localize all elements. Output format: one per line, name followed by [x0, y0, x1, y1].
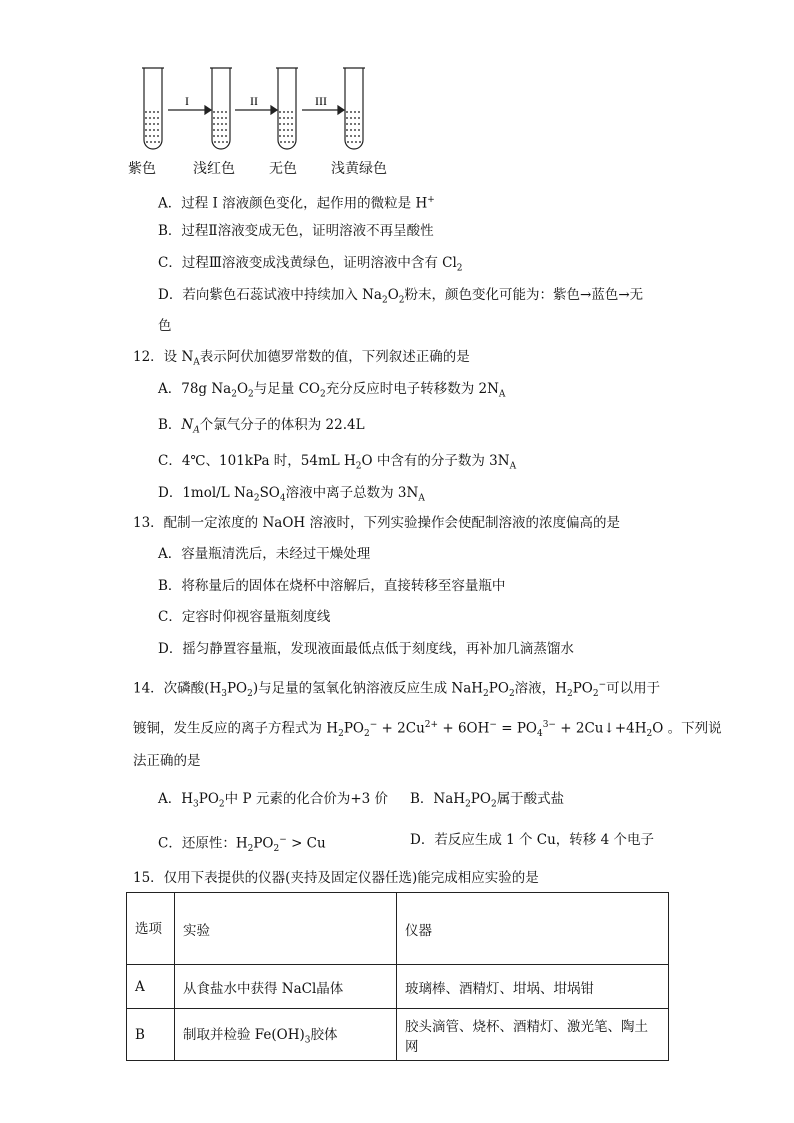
q15-table: [126, 892, 669, 1061]
q13-option-a: A．容量瓶清洗后，未经过干燥处理: [158, 546, 371, 562]
arrow-2-label: II: [250, 94, 258, 108]
tube-1: [142, 68, 164, 149]
q11-option-c: C．过程Ⅲ溶液变成浅黄绿色，证明溶液中含有 $Cl_2$: [158, 255, 463, 274]
tube-2: [210, 68, 232, 149]
tube-label-3: 无色: [269, 161, 297, 177]
q14-stem-line1: 14．次磷酸$(H_3PO_2)$与足量的氢氧化钠溶液反应生成 $NaH_2PO_2$溶液，$H_2PO_2^-$可以用于: [133, 680, 661, 700]
q13-stem: 13．配制一定浓度的 NaOH 溶液时，下列实验操作会使配制溶液的浓度偏高的是: [133, 515, 620, 531]
table-row: [127, 1009, 669, 1061]
arrow-3-label: III: [315, 94, 327, 108]
q11-option-d: D．若向紫色石蕊试液中持续加入 $Na_2O_2$粉末，颜色变化可能为：紫色→蓝色→无: [158, 287, 644, 306]
q14-option-a: A．$H_3PO_2$中 P 元素的化合价为+3 价: [158, 791, 389, 810]
arrow-1: [168, 106, 211, 114]
q11-option-a: A．过程 I 溶液颜色变化，起作用的微粒是 H+: [158, 195, 435, 212]
row-b-experiment: 制取并检验 $Fe(OH)_3$胶体: [175, 1009, 397, 1061]
header-experiment: 实验: [175, 893, 397, 965]
q14-option-b: B．$NaH_2PO_2$属于酸式盐: [410, 791, 565, 810]
tube-label-1: 紫色: [128, 161, 156, 177]
q11-option-d-continued: 色: [158, 318, 172, 334]
q12-option-a: A．78g $Na_2O_2$与足量 $CO_2$充分反应时电子转移数为 $2N_A$: [158, 381, 506, 400]
row-b-option: B: [127, 1009, 175, 1061]
row-a-option: A: [127, 965, 175, 1009]
table-row: [127, 965, 669, 1009]
q14-option-c: C．还原性：$H_2PO_2^- > Cu$: [158, 835, 326, 855]
q12-option-c: C．4℃、101kPa 时，54mL $H_2O$ 中含有的分子数为 $3N_A$: [158, 453, 517, 472]
q12-stem: 12．设 $N_A$表示阿伏加德罗常数的值，下列叙述正确的是: [133, 349, 470, 368]
tube-label-4: 浅黄绿色: [331, 161, 387, 177]
q13-option-d: D．摇匀静置容量瓶，发现液面最低点低于刻度线，再补加几滴蒸馏水: [158, 641, 574, 657]
tube-3: [276, 68, 298, 149]
row-a-experiment: 从食盐水中获得 NaCl晶体: [175, 965, 397, 1009]
q14-option-d: D．若反应生成 1 个 Cu，转移 4 个电子: [410, 832, 654, 848]
tube-4: [343, 68, 365, 149]
q11-option-b: B．过程Ⅱ溶液变成无色，证明溶液不再呈酸性: [158, 223, 434, 239]
row-a-instruments: 玻璃棒、酒精灯、坩埚、坩埚钳: [397, 965, 669, 1009]
q14-stem-line3: 法正确的是: [133, 753, 201, 769]
q12-option-d: D．1mol/L $Na_2SO_4$溶液中离子总数为 $3N_A$: [158, 485, 425, 504]
row-b-instruments: 胶头滴管、烧杯、酒精灯、激光笔、陶土网: [397, 1009, 669, 1061]
tube-label-2: 浅红色: [193, 161, 235, 177]
q13-option-c: C．定容时仰视容量瓶刻度线: [158, 609, 331, 625]
table-header-row: [127, 893, 669, 965]
q14-stem-line2: 镀铜，发生反应的离子方程式为 $H_2PO_2^- + 2Cu^{2+} + 6OH^- = PO_4^{3-}$ + $2Cu↓+4H_2O$ 。下列说: [133, 720, 722, 740]
header-option: 选项: [127, 893, 175, 965]
q13-option-b: B．将称量后的固体在烧杯中溶解后，直接转移至容量瓶中: [158, 578, 506, 594]
arrow-1-label: I: [185, 94, 189, 108]
header-instruments: 仪器: [397, 893, 669, 965]
q12-option-b: B．$N_A$个氯气分子的体积为 22.4L: [158, 417, 365, 436]
q15-stem: 15．仅用下表提供的仪器(夹持及固定仪器任选)能完成相应实验的是: [133, 870, 539, 886]
